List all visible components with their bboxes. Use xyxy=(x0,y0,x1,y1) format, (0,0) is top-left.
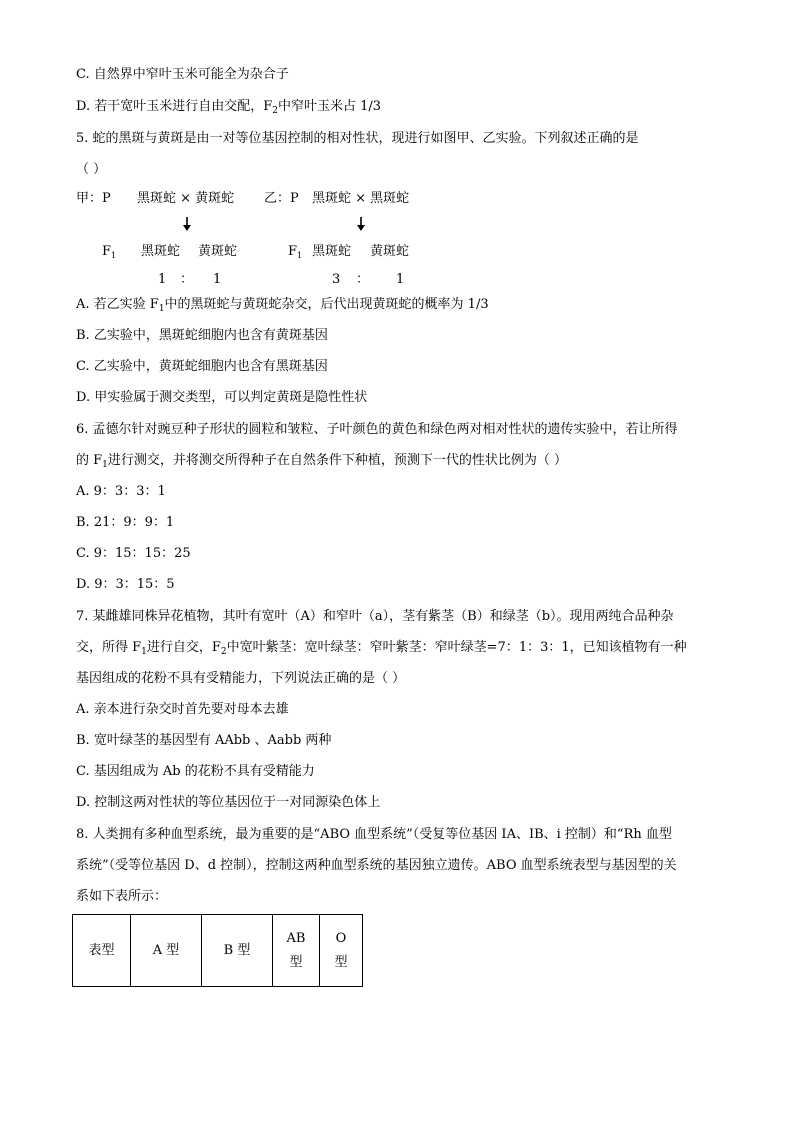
q8-stem-line2: 系统”（受等位基因 D、d 控制），控制这两种血型系统的基因独立遗传。ABO 血型系统表型与基因型的关 xyxy=(76,858,677,873)
jia-ratio-1: 1 xyxy=(158,272,167,287)
jia-down-arrow-icon xyxy=(182,217,192,231)
table-row xyxy=(73,915,363,987)
q7-option-d: D. 控制这两对性状的等位基因位于一对同源染色体上 xyxy=(76,795,381,810)
q5-option-a: A. 若乙实验 $F_1$中的黑斑蛇与黄斑蛇杂交，后代出现黄斑蛇的概率为 1/3 xyxy=(76,297,489,314)
q5-option-b: B. 乙实验中，黑斑蛇细胞内也含有黄斑基因 xyxy=(76,328,328,343)
jia-f1-phenotype-yellow: 黄斑蛇 xyxy=(198,244,238,259)
q5-option-c: C. 乙实验中，黄斑蛇细胞内也含有黑斑基因 xyxy=(76,359,328,374)
q6-stem-line2: 的 $F_1$进行测交，并将测交所得种子在自然条件下种植，预测下一代的性状比例为（ ） xyxy=(76,453,568,470)
table-cell-ab-type xyxy=(273,915,320,987)
q7-stem-line3: 基因组成的花粉不具有受精能力，下列说法正确的是（ ） xyxy=(76,671,406,686)
q7-option-c: C. 基因组成为 Ab 的花粉不具有受精能力 xyxy=(76,764,315,779)
ab-type-line2: 型 xyxy=(289,954,303,970)
jia-ratio-colon: ： xyxy=(180,272,194,287)
q4-option-c: C. 自然界中窄叶玉米可能全为杂合子 xyxy=(76,67,289,82)
o-type-line2: 型 xyxy=(334,954,348,970)
yi-ratio-colon: ： xyxy=(356,272,370,287)
q6-option-a: A. 9：3：3：1 xyxy=(76,484,166,499)
jia-f1-phenotype-black: 黑斑蛇 xyxy=(141,244,181,259)
q4-option-d: D. 若干宽叶玉米进行自由交配，$F_2$中窄叶玉米占 1/3 xyxy=(76,99,382,116)
q7-option-b: B. 宽叶绿茎的基因型有 AAbb 、Aabb 两种 xyxy=(76,733,332,748)
q8-stem-line1: 8. 人类拥有多种血型系统，最为重要的是“ABO 血型系统”（受复等位基因 IA、IB、i 控制）和“Rh 血型 xyxy=(76,827,672,842)
yi-down-arrow-icon xyxy=(356,217,366,231)
q5-stem: 5. 蛇的黑斑与黄斑是由一对等位基因控制的相对性状，现进行如图甲、乙实验。下列叙述正确的是 xyxy=(76,131,639,146)
q6-option-d: D. 9：3：15：5 xyxy=(76,577,175,592)
table-cell-a-type: A 型 xyxy=(131,915,202,987)
jia-f1-label: $F_1$ xyxy=(102,244,117,260)
q5-answer-paren: （ ） xyxy=(76,162,107,177)
jia-ratio-2: 1 xyxy=(213,272,222,287)
yi-ratio-3: 3 xyxy=(332,272,341,287)
q8-stem-line3: 系如下表所示： xyxy=(76,889,168,904)
jia-parent-cross: 黑斑蛇 × 黄斑蛇 xyxy=(137,191,235,206)
q6-option-b: B. 21：9：9：1 xyxy=(76,515,175,530)
yi-parent-cross: 黑斑蛇 × 黑斑蛇 xyxy=(312,191,410,206)
yi-p-label: 乙：P xyxy=(264,191,299,206)
table-cell-o-type xyxy=(320,915,363,987)
o-type-line1: O xyxy=(335,930,347,946)
jia-p-label: 甲：P xyxy=(76,191,111,206)
q6-stem-line1: 6. 孟德尔针对豌豆种子形状的圆粒和皱粒、子叶颜色的黄色和绿色两对相对性状的遗传实验中，若让所得 xyxy=(76,422,678,437)
yi-f1-label: $F_1$ xyxy=(288,244,303,260)
q7-stem-line1: 7. 某雌雄同株异花植物，其叶有宽叶（A）和窄叶（a），茎有紫茎（B）和绿茎（b）。现用两纯合品种杂 xyxy=(76,609,674,624)
q7-stem-line2: 交，所得 $F_1$进行自交，$F_2$中宽叶紫茎：宽叶绿茎：窄叶紫茎：窄叶绿茎=7：1：3：1，已知该植物有一种 xyxy=(76,640,687,657)
q7-option-a: A. 亲本进行杂交时首先要对母本去雄 xyxy=(76,702,289,717)
yi-ratio-1: 1 xyxy=(396,272,405,287)
yi-f1-phenotype-yellow: 黄斑蛇 xyxy=(370,244,410,259)
q5-option-d: D. 甲实验属于测交类型，可以判定黄斑是隐性性状 xyxy=(76,390,368,405)
q6-option-c: C. 9：15：15：25 xyxy=(76,546,191,561)
yi-f1-phenotype-black: 黑斑蛇 xyxy=(312,244,352,259)
blood-type-table xyxy=(72,914,363,987)
table-cell-b-type: B 型 xyxy=(202,915,273,987)
ab-type-line1: AB xyxy=(286,930,306,946)
table-header-cell: 表型 xyxy=(73,915,131,987)
